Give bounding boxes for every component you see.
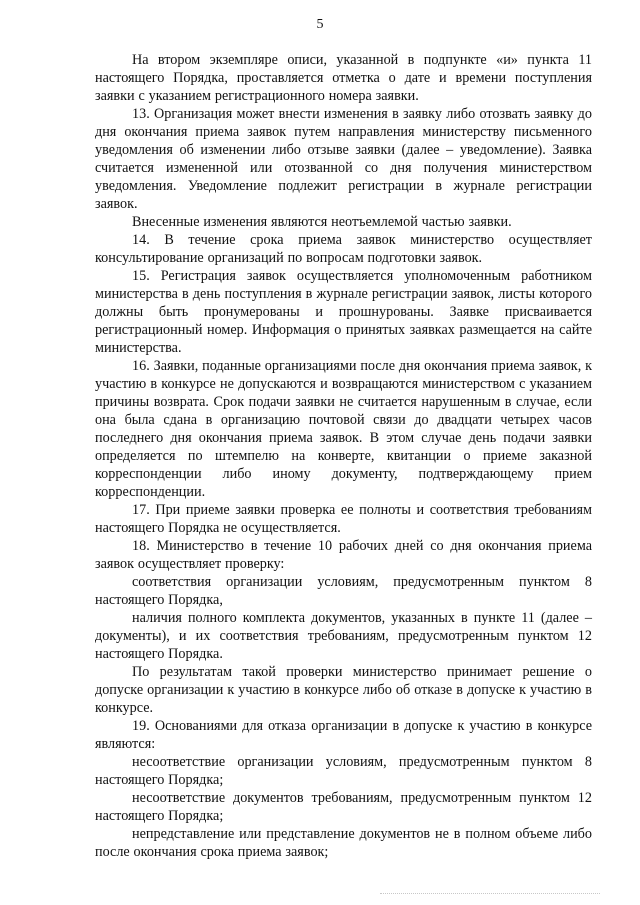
paragraph-18: 18. Министерство в течение 10 рабочих дней со дня окончания приема заявок осуществляет проверку: [95,538,592,572]
paragraph-19-item-requirements: несоответствие документов требованиям, предусмотренным пунктом 12 настоящего Порядка; [95,790,592,824]
paragraph-18-item-conditions: соответствия организации условиям, предусмотренным пунктом 8 настоящего Порядка, [95,574,592,608]
paragraph-14: 14. В течение срока приема заявок министерство осуществляет консультирование организаций по вопросам подготовки заявок. [95,232,592,266]
paragraph-19-item-conditions: несоответствие организации условиям, предусмотренным пунктом 8 настоящего Порядка; [95,754,592,788]
paragraph-changes-part: Внесенные изменения являются неотъемлемой частью заявки. [132,214,512,230]
paragraph-registration-mark: На втором экземпляре описи, указанной в подпункте «и» пункта 11 настоящего Порядка, проставляется отметка о дате и времени поступления заявки с указанием регистрационного номера заявки. [95,52,592,104]
page-number: 5 [316,17,324,32]
paragraph-18-item-documents: наличия полного комплекта документов, указанных в пункте 11 (далее – документы), и их соответствия требованиям, предусмотренным пунктом 12 настоящего Порядка. [95,610,592,662]
document-body [95,51,592,861]
paragraph-19: 19. Основаниями для отказа организации в допуске к участию в конкурсе являются: [95,718,592,752]
paragraph-check-results: По результатам такой проверки министерство принимает решение о допуске организации к участию в конкурсе либо об отказе в допуске к участию в конкурсе. [95,664,592,716]
scan-artifact-line [380,893,600,895]
paragraph-16: 16. Заявки, поданные организациями после дня окончания приема заявок, к участию в конкурсе не допускаются и возвращаются министерством с указанием причины возврата. Срок подачи заявки не считается нарушенным в случае, если она была сдана в организацию почтовой связи до двадцати четырех часов последнего дня окончания приема заявок. В этом случае день подачи заявки определяется по штемпелю на конверте, квитанции о приеме заказной корреспонденции либо иному документу, подтверждающему прием корреспонденции. [95,358,592,500]
paragraph-15: 15. Регистрация заявок осуществляется уполномоченным работником министерства в день поступления в журнале регистрации заявок, листы которого должны быть пронумерованы и прошнурованы. Заявке присваивается регистрационный номер. Информация о принятых заявках размещается на сайте министерства. [95,268,592,356]
paragraph-13: 13. Организация может внести изменения в заявку либо отозвать заявку до дня окончания приема заявок путем направления министерству письменного уведомления об изменении либо отзыве заявки (далее – уведомление). Заявка считается измененной или отозванной со дня получения министерством уведомления. Уведомление подлежит регистрации в журнале регистрации заявок. [95,106,592,212]
paragraph-19-item-incomplete: непредставление или представление документов не в полном объеме либо после окончания срока приема заявок; [95,826,592,860]
paragraph-17: 17. При приеме заявки проверка ее полноты и соответствия требованиям настоящего Порядка не осуществляется. [95,502,592,536]
